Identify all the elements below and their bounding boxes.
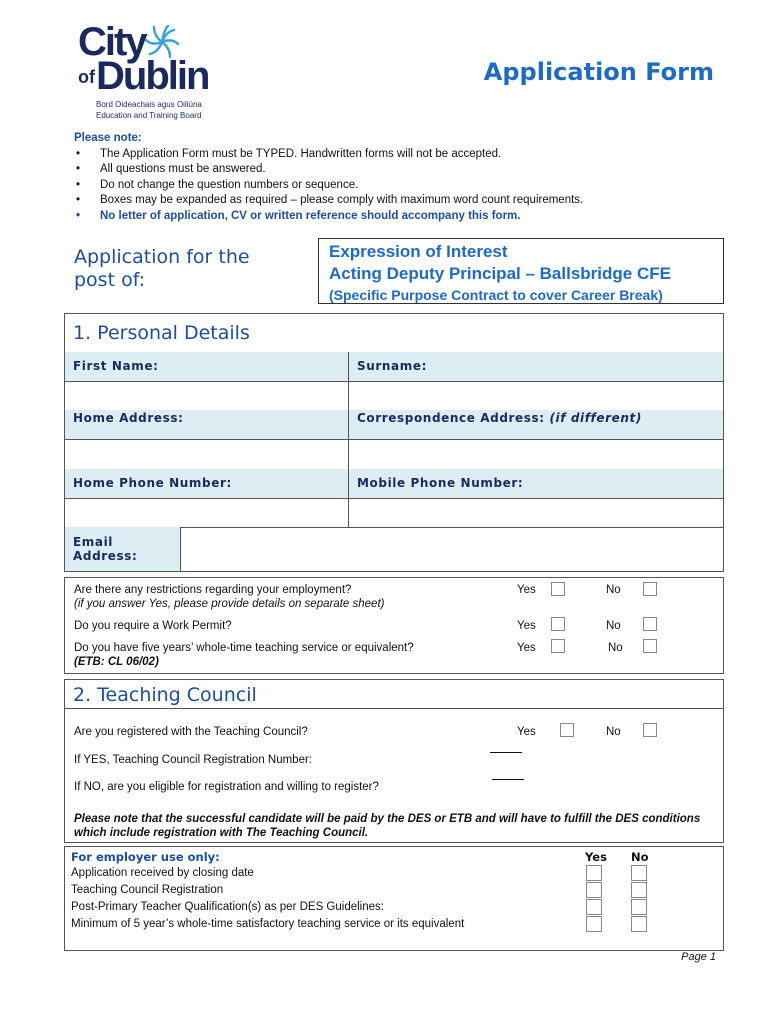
- registration-number-question: If YES, Teaching Council Registration Number:: [74, 754, 313, 766]
- address-labels-row: [64, 410, 724, 440]
- closing-date-no-checkbox[interactable]: [631, 865, 647, 881]
- phone-fields-row: [64, 498, 724, 528]
- employer-check-item: Application received by closing date: [71, 867, 254, 879]
- eligibility-field[interactable]: [492, 779, 524, 780]
- employment-questions: [64, 577, 724, 674]
- teaching-service-question: [74, 641, 414, 669]
- home-address-label-text: Home Address:: [73, 411, 184, 425]
- restriction-question-note: (if you answer Yes, please provide details on separate sheet): [74, 598, 385, 610]
- employer-use-section: [64, 846, 724, 951]
- form-title: Application Form: [483, 58, 714, 86]
- note-item: • The Application Form must be TYPED. Handwritten forms will not be accepted.: [74, 147, 724, 163]
- logo-of-text: of: [78, 67, 95, 87]
- logo-tagline-irish: Bord Oideachais agus Oiliúna: [96, 100, 202, 109]
- yes-label: Yes: [517, 584, 536, 596]
- eligibility-question: If NO, are you eligible for registration and willing to register?: [74, 781, 379, 793]
- work-permit-yes-checkbox[interactable]: [551, 617, 565, 631]
- personal-details-heading: 1. Personal Details: [64, 313, 724, 353]
- please-note-section: [74, 131, 724, 224]
- correspondence-address-label: [349, 410, 723, 439]
- email-row: [64, 527, 724, 572]
- home-phone-label: Home Phone Number:: [65, 469, 349, 498]
- surname-label: Surname:: [349, 352, 723, 381]
- post-box: [318, 238, 724, 304]
- name-fields-row: [64, 381, 724, 411]
- employer-check-item: Minimum of 5 year’s whole-time satisfactory teaching service or its equivalent: [71, 918, 465, 930]
- qualification-no-checkbox[interactable]: [631, 899, 647, 915]
- post-label: Application for the post of:: [74, 246, 250, 291]
- qualification-yes-checkbox[interactable]: [586, 899, 602, 915]
- restriction-no-checkbox[interactable]: [643, 582, 657, 596]
- employer-check-item: Teaching Council Registration: [71, 884, 224, 896]
- yes-label: Yes: [517, 620, 536, 632]
- first-name-field[interactable]: [65, 381, 349, 410]
- teaching-council-heading: 2. Teaching Council: [64, 679, 724, 709]
- home-address-field[interactable]: [65, 439, 349, 469]
- no-label: No: [608, 642, 623, 654]
- work-permit-no-checkbox[interactable]: [643, 617, 657, 631]
- surname-field[interactable]: [349, 381, 723, 410]
- closing-date-yes-checkbox[interactable]: [586, 865, 602, 881]
- logo-tagline-english: Education and Training Board: [96, 111, 202, 120]
- registration-no-checkbox[interactable]: [631, 882, 647, 898]
- correspondence-note: (if different): [549, 411, 642, 425]
- employer-no-header: No: [631, 850, 649, 864]
- registered-no-checkbox[interactable]: [643, 723, 657, 737]
- city-of-dublin-logo: [78, 22, 208, 122]
- no-label: No: [606, 726, 621, 738]
- note-item: • All questions must be answered.: [74, 162, 724, 178]
- correspondence-address-field[interactable]: [349, 439, 723, 469]
- registration-yes-checkbox[interactable]: [586, 882, 602, 898]
- post-line-1: Expression of Interest: [329, 242, 508, 261]
- des-conditions-notice: Please note that the successful candidate will be paid by the DES or ETB and will have to fulfill the DES conditions which include registration with The Teaching Council.: [74, 813, 701, 839]
- email-label-line-1: Email: [73, 535, 114, 549]
- employer-use-heading: For employer use only:: [71, 850, 220, 864]
- employer-check-item: Post-Primary Teacher Qualification(s) as per DES Guidelines:: [71, 901, 384, 913]
- teaching-service-question-text: Do you have five years’ whole-time teaching service or equivalent?: [74, 642, 414, 654]
- home-address-label: [65, 410, 349, 439]
- yes-label: Yes: [517, 726, 536, 738]
- phone-labels-row: [64, 469, 724, 499]
- registered-question: Are you registered with the Teaching Council?: [74, 726, 308, 738]
- note-heading: Please note:: [74, 132, 142, 144]
- address-fields-row: [64, 439, 724, 470]
- registered-yes-checkbox[interactable]: [560, 723, 574, 737]
- note-item: • Do not change the question numbers or sequence.: [74, 178, 724, 194]
- note-item: • Boxes may be expanded as required – please comply with maximum word count requirements.: [74, 193, 724, 209]
- work-permit-question: Do you require a Work Permit?: [74, 620, 232, 632]
- logo-city-text: City: [78, 20, 146, 64]
- note-list: [74, 147, 724, 225]
- service-yes-checkbox[interactable]: [586, 916, 602, 932]
- yes-label: Yes: [517, 642, 536, 654]
- restriction-question-text: Are there any restrictions regarding your employment?: [74, 584, 352, 596]
- no-label: No: [606, 620, 621, 632]
- email-label-line-2: Address:: [73, 549, 138, 563]
- restriction-yes-checkbox[interactable]: [551, 582, 565, 596]
- registration-number-field[interactable]: [490, 752, 522, 753]
- first-name-label: First Name:: [65, 352, 349, 381]
- service-no-checkbox[interactable]: [631, 916, 647, 932]
- logo-dublin-text: Dublin: [96, 54, 209, 98]
- email-field[interactable]: [181, 527, 723, 571]
- email-label: [65, 527, 181, 571]
- correspondence-address-label-text: Correspondence Address:: [357, 411, 545, 425]
- note-item-warning: • No letter of application, CV or written reference should accompany this form.: [74, 209, 724, 225]
- post-line-3: (Specific Purpose Contract to cover Career Break): [329, 287, 663, 303]
- teaching-service-note: (ETB: CL 06/02): [74, 656, 159, 668]
- page-number: Page 1: [681, 951, 716, 963]
- mobile-phone-label: Mobile Phone Number:: [349, 469, 723, 498]
- teaching-service-yes-checkbox[interactable]: [551, 639, 565, 653]
- no-label: No: [606, 584, 621, 596]
- teaching-council-section: [64, 708, 724, 843]
- home-phone-field[interactable]: [65, 498, 349, 527]
- employer-yes-header: Yes: [585, 850, 607, 864]
- restriction-question: [74, 583, 384, 611]
- teaching-service-no-checkbox[interactable]: [643, 639, 657, 653]
- mobile-phone-field[interactable]: [349, 498, 723, 527]
- post-line-2: Acting Deputy Principal – Ballsbridge CFE: [329, 264, 671, 283]
- name-labels-row: [64, 352, 724, 382]
